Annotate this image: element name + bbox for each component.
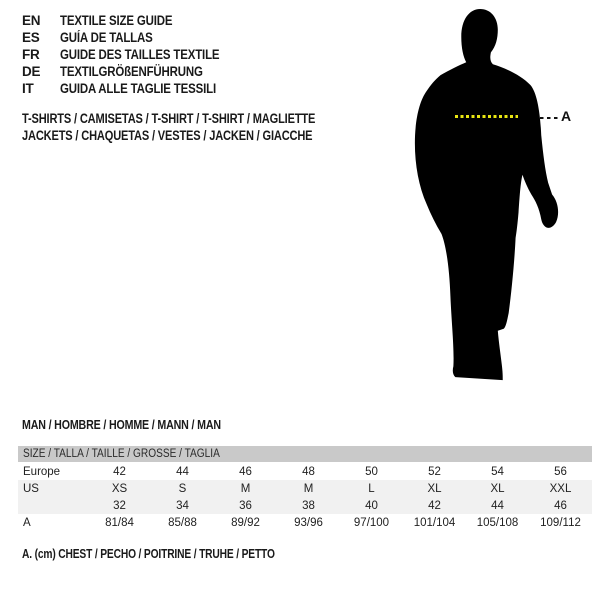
row-label: A — [23, 516, 31, 529]
size-value: 44 — [176, 465, 189, 478]
size-value: 85/88 — [168, 516, 197, 529]
language-label: GUÍA DE TALLAS — [60, 30, 153, 45]
size-value: XXL — [549, 482, 572, 495]
language-label: GUIDE DES TAILLES TEXTILE — [60, 47, 220, 62]
size-value: 52 — [428, 465, 441, 478]
size-value: XL — [490, 482, 505, 495]
size-value: 46 — [239, 465, 252, 478]
size-value: M — [240, 482, 251, 495]
measurement-footnote — [22, 547, 330, 561]
size-value: 50 — [365, 465, 378, 478]
language-list — [22, 12, 248, 97]
section-title — [22, 417, 265, 432]
category-line — [22, 128, 380, 145]
size-value: 40 — [365, 499, 378, 512]
category-line — [22, 111, 380, 128]
table-row — [18, 480, 592, 497]
language-code: EN — [22, 13, 41, 28]
size-value: 109/112 — [540, 516, 581, 529]
size-value: 38 — [302, 499, 315, 512]
size-value: XS — [111, 482, 128, 495]
language-code: IT — [22, 81, 34, 96]
size-value: 36 — [239, 499, 252, 512]
size-value: 42 — [428, 499, 441, 512]
size-value: 54 — [491, 465, 504, 478]
language-label: TEXTILE SIZE GUIDE — [60, 13, 173, 28]
category-line-text: JACKETS / CHAQUETAS / VESTES / JACKEN / GIACCHE — [22, 128, 313, 143]
measurement-footnote-text: A. (cm) CHEST / PECHO / POITRINE / TRUHE / PETTO — [22, 547, 275, 561]
category-line-text: T-SHIRTS / CAMISETAS / T-SHIRT / T-SHIRT / MAGLIETTE — [22, 111, 316, 126]
size-table-header-text: SIZE / TALLA / TAILLE / GRÖSSE / TAGLIA — [23, 448, 220, 460]
section-title-text: MAN / HOMBRE / HOMME / MANN / MAN — [22, 417, 221, 432]
language-row — [22, 46, 248, 63]
table-row — [18, 497, 592, 514]
size-value: 56 — [554, 465, 567, 478]
size-value: 105/108 — [476, 516, 519, 529]
language-code: DE — [22, 64, 41, 79]
size-value: 101/104 — [413, 516, 456, 529]
man-body-shape — [415, 9, 558, 380]
size-value: 89/92 — [231, 516, 260, 529]
size-value: 32 — [113, 499, 126, 512]
chest-measure-line — [455, 115, 518, 118]
language-label: TEXTILGRÖßENFÜHRUNG — [60, 64, 203, 79]
table-row — [18, 463, 592, 480]
row-label: Europe — [23, 465, 61, 478]
language-label: GUIDA ALLE TAGLIE TESSILI — [60, 81, 216, 96]
measure-label-a: A — [561, 108, 572, 124]
size-value: S — [178, 482, 187, 495]
man-silhouette-svg — [403, 5, 563, 390]
language-row — [22, 12, 248, 29]
man-silhouette — [403, 5, 563, 390]
language-code: FR — [22, 47, 40, 62]
size-value: L — [368, 482, 375, 495]
size-value: M — [303, 482, 314, 495]
size-value: 44 — [491, 499, 504, 512]
measure-leader-line — [540, 117, 559, 119]
size-table — [18, 446, 592, 531]
table-row — [18, 514, 592, 531]
size-value: 81/84 — [105, 516, 134, 529]
language-row — [22, 29, 248, 46]
size-table-header — [18, 446, 592, 463]
language-row — [22, 63, 248, 80]
category-list — [22, 111, 380, 145]
size-value: XL — [427, 482, 442, 495]
size-value: 34 — [176, 499, 189, 512]
size-value: 48 — [302, 465, 315, 478]
size-table-body — [18, 463, 592, 531]
language-code: ES — [22, 30, 40, 45]
size-value: 97/100 — [353, 516, 390, 529]
size-value: 46 — [554, 499, 567, 512]
size-value: 93/96 — [294, 516, 323, 529]
row-label: US — [23, 482, 39, 495]
language-row — [22, 80, 248, 97]
size-value: 42 — [113, 465, 126, 478]
